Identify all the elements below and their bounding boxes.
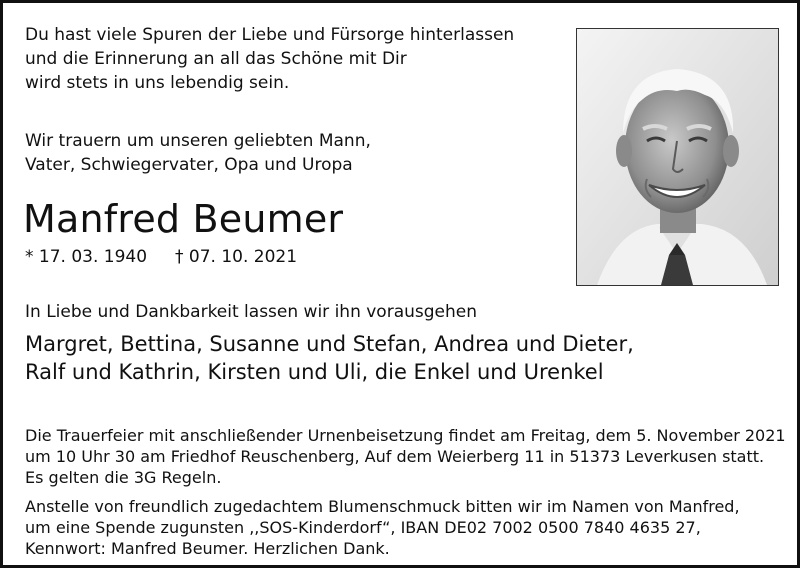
intro-line-1: Du hast viele Spuren der Liebe und Fürsorge hinterlassen	[25, 25, 515, 45]
farewell-line: In Liebe und Dankbarkeit lassen wir ihn vorausgehen	[25, 302, 478, 322]
mourning-line-1: Wir trauern um unseren geliebten Mann,	[25, 131, 371, 151]
deceased-name: Manfred Beumer	[23, 197, 344, 241]
donation-line-3: Kennwort: Manfred Beumer. Herzlichen Dank.	[25, 539, 390, 558]
family-line-2: Ralf und Kathrin, Kirsten und Uli, die Enkel und Urenkel	[25, 360, 604, 384]
intro-line-2: und die Erinnerung an all das Schöne mit Dir	[25, 49, 407, 69]
donation-line-1: Anstelle von freundlich zugedachtem Blumenschmuck bitten wir im Namen von Manfred,	[25, 497, 740, 516]
intro-line-3: wird stets in uns lebendig sein.	[25, 73, 290, 93]
donation-line-2: um eine Spende zugunsten ,,SOS-Kinderdorf“, IBAN DE02 7002 0500 7840 4635 27,	[25, 518, 701, 537]
death-date: † 07. 10. 2021	[175, 247, 298, 267]
family-line-1: Margret, Bettina, Susanne und Stefan, Andrea und Dieter,	[25, 332, 634, 356]
ceremony-line-2: um 10 Uhr 30 am Friedhof Reuschenberg, Auf dem Weierberg 11 in 51373 Leverkusen statt.	[25, 447, 765, 466]
portrait-photo	[576, 28, 779, 286]
ceremony-line-3: Es gelten die 3G Regeln.	[25, 468, 222, 487]
mourning-line-2: Vater, Schwiegervater, Opa und Uropa	[25, 155, 353, 175]
birth-date: * 17. 03. 1940	[25, 247, 148, 267]
ceremony-line-1: Die Trauerfeier mit anschließender Urnenbeisetzung findet am Freitag, dem 5. November 2021	[25, 426, 786, 445]
